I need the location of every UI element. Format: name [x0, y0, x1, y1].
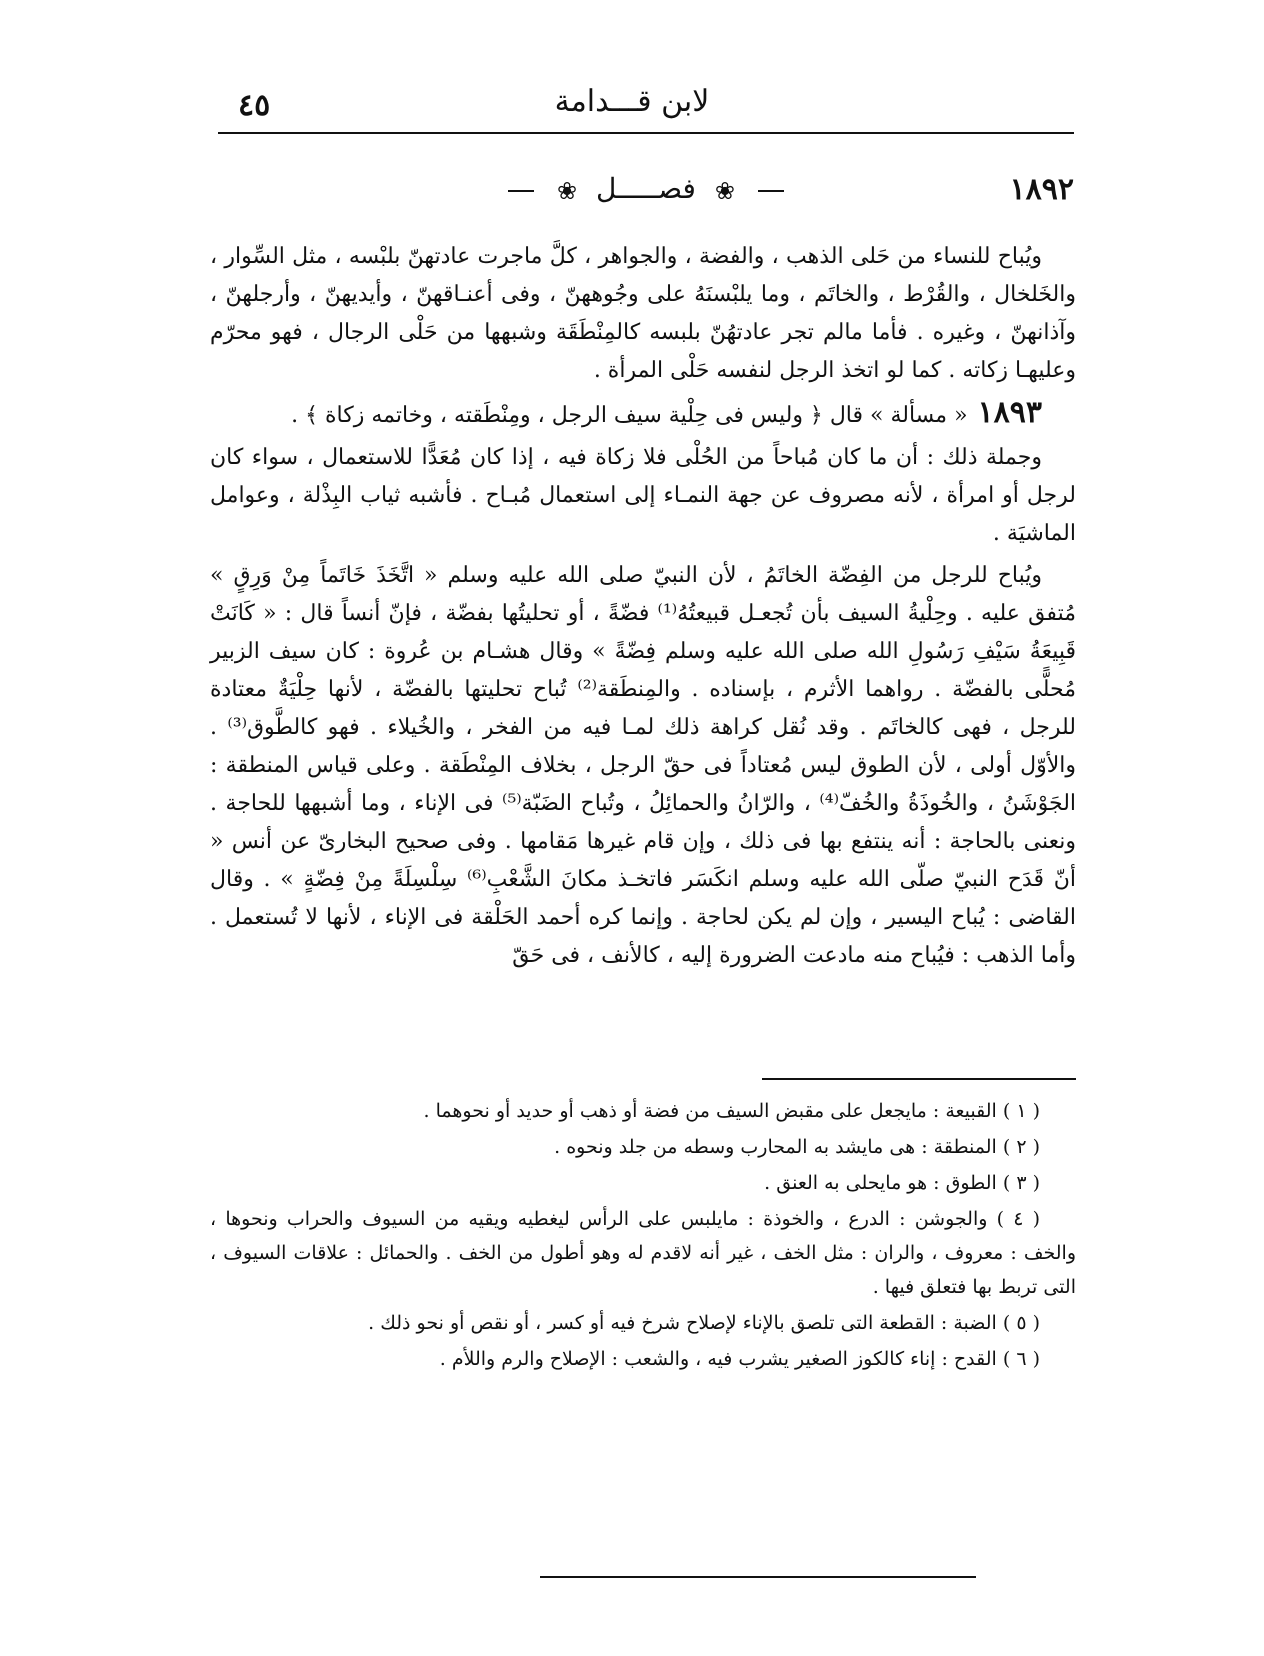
running-header-title: لابن قـــدامة: [554, 84, 710, 119]
page-number: ٤٥: [238, 88, 271, 123]
footnote: ( ٢ ) المنطقة : هى مايشد به المحارب وسطه من جلد ونحوه .: [554, 1136, 1040, 1158]
footnote: ( ٥ ) الضبة : القطعة التى تلصق بالإناء لإصلاح شرخ فيه أو كسر ، أو نقص أو نحو ذلك .: [368, 1312, 1040, 1334]
paragraph: ويُباح للنساء من حَلى الذهب ، والفضة ، والجواهر ، كلَّ ماجرت عادتهنّ بلبْسه ، مثل السِّوار ، والخَلخال ، والقُرْط ، والخاتَم ، وما يلبْسنَهُ على وجُوههنّ ، وفى أعنـاقهنّ ، وأيديهنّ ، وأرجلهنّ ، وآذانهنّ ، وغيره . فأما مالم تجر عادتهُنّ بلبسه كالمِنْطَقَة وشبهها من حَلْى الرجال ، فهو محرّم وعليهـا زكاته . كما لو اتخذ الرجل لنفسه حَلْى المرأة .: [210, 244, 1076, 383]
ornament-left-icon: ❀: [557, 176, 578, 205]
header-divider: [218, 132, 1074, 134]
paragraph: ويُباح للرجل من الفِضّة الخاتَمُ ، لأن النبيّ صلى الله عليه وسلم « اتَّخَذَ خَاتَماً مِنْ وَرِقٍ » مُتفق عليه . وحِلْيةُ السيف بأن تُجعـل قبيعتُهُ⁽¹⁾ فضّةً ، أو تحليتُها بفضّة ، فإنّ أنساً قال : « كَانَتْ قَبِيعَةُ سَيْفِ رَسُولِ الله صلى الله عليه وسلم فِضّةً » وقال هشـام بن عُروة : كان سيف الزبير مُحلًّى بالفضّة . رواهما الأثرم ، بإسناده . والمِنطَقة⁽²⁾ تُباح تحليتها بالفضّة ، لأنها حِلْيَةٌ معتادة للرجل ، فهى كالخاتَم . وقد نُقل كراهة ذلك لمـا فيه من الفخر ، والخُيلاء . فهو كالطَّوق⁽³⁾ . والأوّل أولى ، لأن الطوق ليس مُعتاداً فى حقّ الرجل ، بخلاف المِنْطَقة . وعلى قياس المنطقة : الجَوْشَنُ ، والخُوذَةُ والخُفّ⁽⁴⁾ ، والرّانُ والحمائِلُ ، وتُباح الضَبّة⁽⁵⁾ فى الإناء ، وما أشبهها للحاجة . ونعنى بالحاجة : أنه ينتفع بها فى ذلك ، وإن قام غيرها مَقامها . وفى صحيح البخارىّ عن أنس « أنّ قَدَح النبيّ صلّى الله عليه وسلم انكَسَر فاتخـذ مكانَ الشَّعْبِ⁽⁶⁾ سِلْسِلَةً مِنْ فِضّةٍ » . وقال القاضى : يُباح اليسير ، وإن لم يكن لحاجة . وإنما كره أحمد الحَلْقة فى الإناء ، لأنها لا تُستعمل . وأما الذهب : فيُباح منه مادعت الضرورة إليه ، كالأنف ، فى حَقّ: [210, 563, 1077, 968]
footnote: ( ٤ ) والجوشن : الدرع ، والخوذة : مايلبس على الرأس ليغطيه ويقيه من السيوف والحراب ونحوها ، والخف : معروف ، والران : مثل الخف ، غير أنه لاقدم له وهو أطول من الخف . والحمائل : علاقات السيوف ، التى تربط بها فتعلق فيها .: [210, 1208, 1076, 1298]
issue-number: ١٨٩٣: [977, 395, 1042, 430]
section-heading: [218, 172, 1074, 216]
section-number: ١٨٩٢: [1009, 172, 1074, 207]
issue-text: « مسألة » قال ﴿ وليس فى حِلْية سيف الرجل ، ومِنْطَقته ، وخاتمه زكاة ﴾ .: [291, 403, 968, 428]
main-body: [210, 238, 1076, 979]
issue-paragraph: [210, 394, 1076, 435]
bottom-divider: [540, 1576, 976, 1578]
footnote: ( ٣ ) الطوق : هو مايحلى به العنق .: [764, 1172, 1040, 1194]
ornament-right-icon: ❀: [714, 176, 735, 205]
section-title-wrap: [218, 172, 1074, 205]
footnote: ( ٦ ) القدح : إناء كالكوز الصغير يشرب فيه ، والشعب : الإصلاح والرم واللأم .: [439, 1348, 1040, 1370]
paragraph: وجملة ذلك : أن ما كان مُباحاً من الحُلْى فلا زكاة فيه ، إذا كان مُعَدًّا للاستعمال ، سواء كان لرجل أو امرأة ، لأنه مصروف عن جهة النمـاء إلى استعمال مُبـاح . فأشبه ثياب البِذْلة ، وعوامل الماشيَة .: [210, 445, 1076, 546]
footnote-divider: [762, 1078, 1076, 1080]
section-title: فصـــــل: [596, 172, 696, 205]
footnotes: [210, 1094, 1076, 1378]
decorative-dash-right: [758, 190, 784, 192]
footnote: ( ١ ) القبيعة : مايجعل على مقبض السيف من فضة أو ذهب أو حديد أو نحوهما .: [423, 1100, 1040, 1122]
decorative-dash-left: [508, 190, 534, 192]
